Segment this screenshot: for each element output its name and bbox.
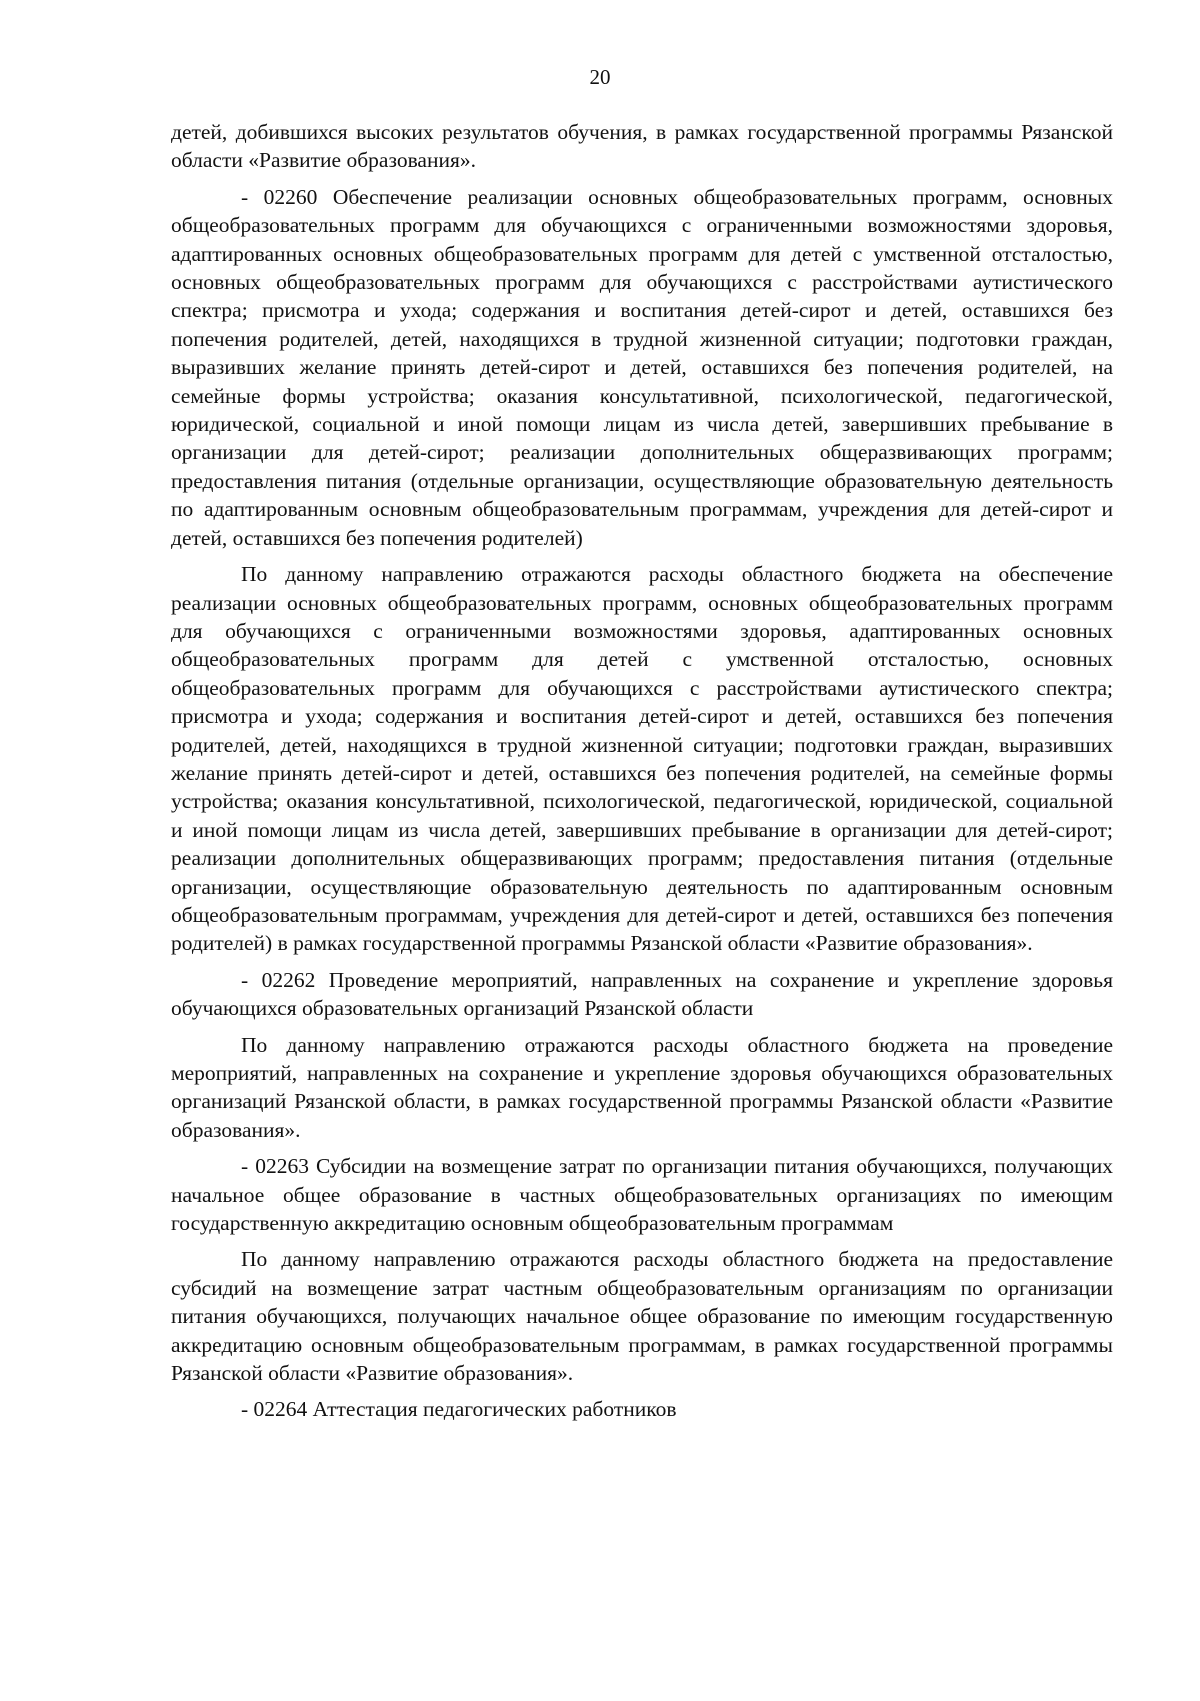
paragraph-continuation: детей, добившихся высоких результатов обучения, в рамках государственной программы Рязанской области «Развитие образования». bbox=[171, 120, 1113, 173]
section-heading-02263: - 02263 Субсидии на возмещение затрат по организации питания обучающихся, получающих начальное общее образование в частных общеобразовательных организациях по имеющим государственную аккредитацию основным общеобразовательным программам bbox=[171, 1154, 1113, 1236]
section-heading-02262: - 02262 Проведение мероприятий, направленных на сохранение и укрепление здоровья обучающихся образовательных организаций Рязанской области bbox=[171, 967, 1113, 1021]
paragraph-02262-description: По данному направлению отражаются расходы областного бюджета на проведение мероприятий, направленных на сохранение и укрепление здоровья обучающихся образовательных организаций Рязанской области, в рамках государственной программы Рязанской области «Развитие образования». bbox=[171, 1032, 1113, 1142]
page-number: 20 bbox=[589, 65, 611, 89]
document-body bbox=[171, 118, 1113, 1432]
section-heading-02260: - 02260 Обеспечение реализации основных общеобразовательных программ, основных общеобразовательных программ для обучающихся с ограниченными возможностями здоровья, адаптированных основных общеобразовательных программ для детей с умственной отсталостью, основных общеобразовательных программ для обучающихся с расстройствами аутистического спектра; присмотра и ухода; содержания и воспитания детей-сирот и детей, оставшихся без попечения родителей, детей, находящихся в трудной жизненной ситуации; подготовки граждан, выразивших желание принять детей-сирот и детей, оставшихся без попечения родителей, на семейные формы устройства; оказания консультативной, психологической, педагогической, юридической, социальной и иной помощи лицам из числа детей, завершивших пребывание в организации для детей-сирот; реализации дополнительных общеразвивающих программ; предоставления питания (отдельные организации, осуществляющие образовательную деятельность по адаптированным основным общеобразовательным программам, учреждения для детей-сирот и детей, оставшихся без попечения родителей) bbox=[171, 184, 1113, 550]
paragraph-02263-description: По данному направлению отражаются расходы областного бюджета на предоставление субсидий на возмещение затрат частным общеобразовательным организациям по организации питания обучающихся, получающих начальное общее образование по имеющим государственную аккредитацию основным общеобразовательным программам, в рамках государственной программы Рязанской области «Развитие образования». bbox=[171, 1247, 1113, 1386]
section-heading-02264: - 02264 Аттестация педагогических работников bbox=[241, 1397, 677, 1422]
paragraph-02260-description: По данному направлению отражаются расходы областного бюджета на обеспечение реализации основных общеобразовательных программ, основных общеобразовательных программ для обучающихся с ограниченными возможностями здоровья, адаптированных основных общеобразовательных программ для детей с умственной отсталостью, основных общеобразовательных программ для обучающихся с расстройствами аутистического спектра; присмотра и ухода; содержания и воспитания детей-сирот и детей, оставшихся без попечения родителей, детей, находящихся в трудной жизненной ситуации; подготовки граждан, выразивших желание принять детей-сирот и детей, оставшихся без попечения родителей, на семейные формы устройства; оказания консультативной, психологической, педагогической, юридической, социальной и иной помощи лицам из числа детей, завершивших пребывание в организации для детей-сирот; реализации дополнительных общеразвивающих программ; предоставления питания (отдельные организации, осуществляющие образовательную деятельность по адаптированным основным общеобразовательным программам, учреждения для детей-сирот и детей, оставшихся без попечения родителей) в рамках государственной программы Рязанской области «Развитие образования». bbox=[171, 562, 1113, 956]
